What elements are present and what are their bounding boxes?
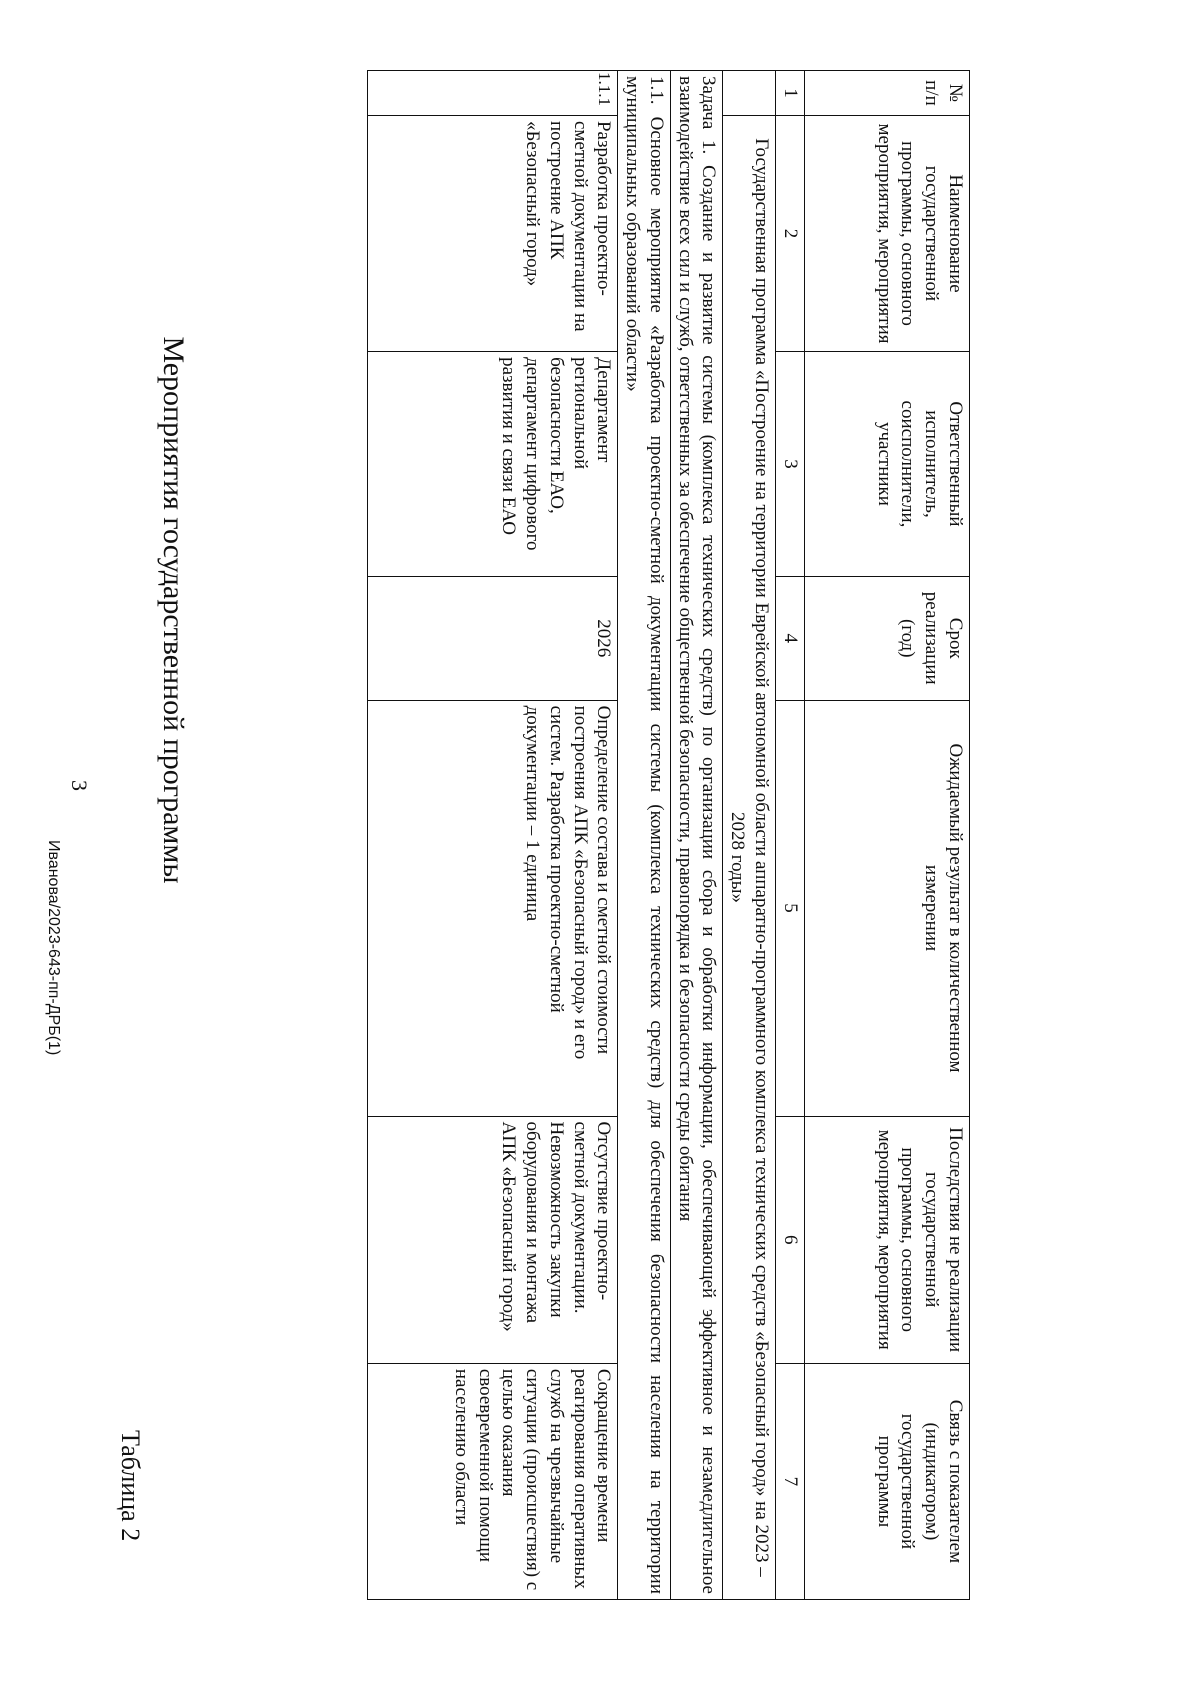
column-number: 6 [776, 1116, 805, 1363]
header-cell: Ответственный исполнитель, соисполнители, участники [805, 352, 970, 577]
document-code: Иванова/2023-643-пп-ДРБ(1) [45, 840, 62, 1056]
header-cell: Последствия не реализации государственной программы, основного мероприятия, мероприятия [805, 1116, 970, 1363]
program-row [723, 71, 776, 1600]
year: 2026 [368, 576, 618, 700]
task-row [671, 71, 724, 1600]
column-number: 7 [776, 1363, 805, 1599]
header-cell: Ожидаемый результат в количественном измерении [805, 700, 970, 1116]
main-event-row [618, 71, 671, 1600]
column-number: 3 [776, 352, 805, 577]
header-cell: Связь с показателем (индикатором) государственной программы [805, 1363, 970, 1599]
column-number: 4 [776, 576, 805, 700]
page-number: 3 [67, 780, 92, 791]
column-number: 1 [776, 71, 805, 116]
header-cell: Наименование государственной программы, основного мероприятия, мероприятия [805, 115, 970, 351]
table-row [368, 71, 618, 1600]
executor: Департамент региональной безопасности ЕАО, департамент цифрового развития и связи ЕАО [368, 352, 618, 577]
events-table-wrapper [260, 70, 970, 1600]
header-row [805, 71, 970, 1600]
row-number: 1.1.1 [368, 71, 618, 116]
main-event-title: 1.1. Основное мероприятие «Разработка проектно-сметной документации системы (комплекса технических средств) для обеспечения безопасности населения на территории муниципальных образований области» [618, 71, 671, 1600]
header-cell: Срок реализации (год) [805, 576, 970, 700]
table-label: Таблица 2 [116, 1430, 145, 1542]
header-cell: № п/п [805, 71, 970, 116]
empty-cell [723, 71, 776, 116]
event-name: Разработка проектно-сметной документации на построение АПК «Безопасный город» [368, 115, 618, 351]
rotated-page [30, 60, 1130, 1660]
column-number: 5 [776, 700, 805, 1116]
consequences: Отсутствие проектно-сметной документации. Невозможность закупки оборудования и монтажа АПК «Безопасный город» [368, 1116, 618, 1363]
indicator-link: Сокращение времени реагирования оперативных служб на чрезвычайные ситуации (происшествия) с целью оказания своевременной помощи населению области [368, 1363, 618, 1599]
column-number: 2 [776, 115, 805, 351]
expected-result: Определение состава и сметной стоимости построения АПК «Безопасный город» и его систем. Разработка проектно-сметной документации – 1 единица [368, 700, 618, 1116]
page-title: Мероприятия государственной программы [157, 336, 190, 884]
column-number-row [776, 71, 805, 1600]
events-table [368, 70, 971, 1600]
program-title: Государственная программа «Построение на территории Еврейской автономной области аппаратно-программного комплекса технических средств «Безопасный город» на 2023 – 2028 годы» [723, 115, 776, 1599]
task-title: Задача 1. Создание и развитие системы (комплекса технических средств) по организации сбора и обработки информации, обеспечивающей эффективное и незамедлительное взаимодействие всех сил и служб, ответственных за обеспечение общественной безопасности, правопорядка и безопасности среды обитания [671, 71, 724, 1600]
